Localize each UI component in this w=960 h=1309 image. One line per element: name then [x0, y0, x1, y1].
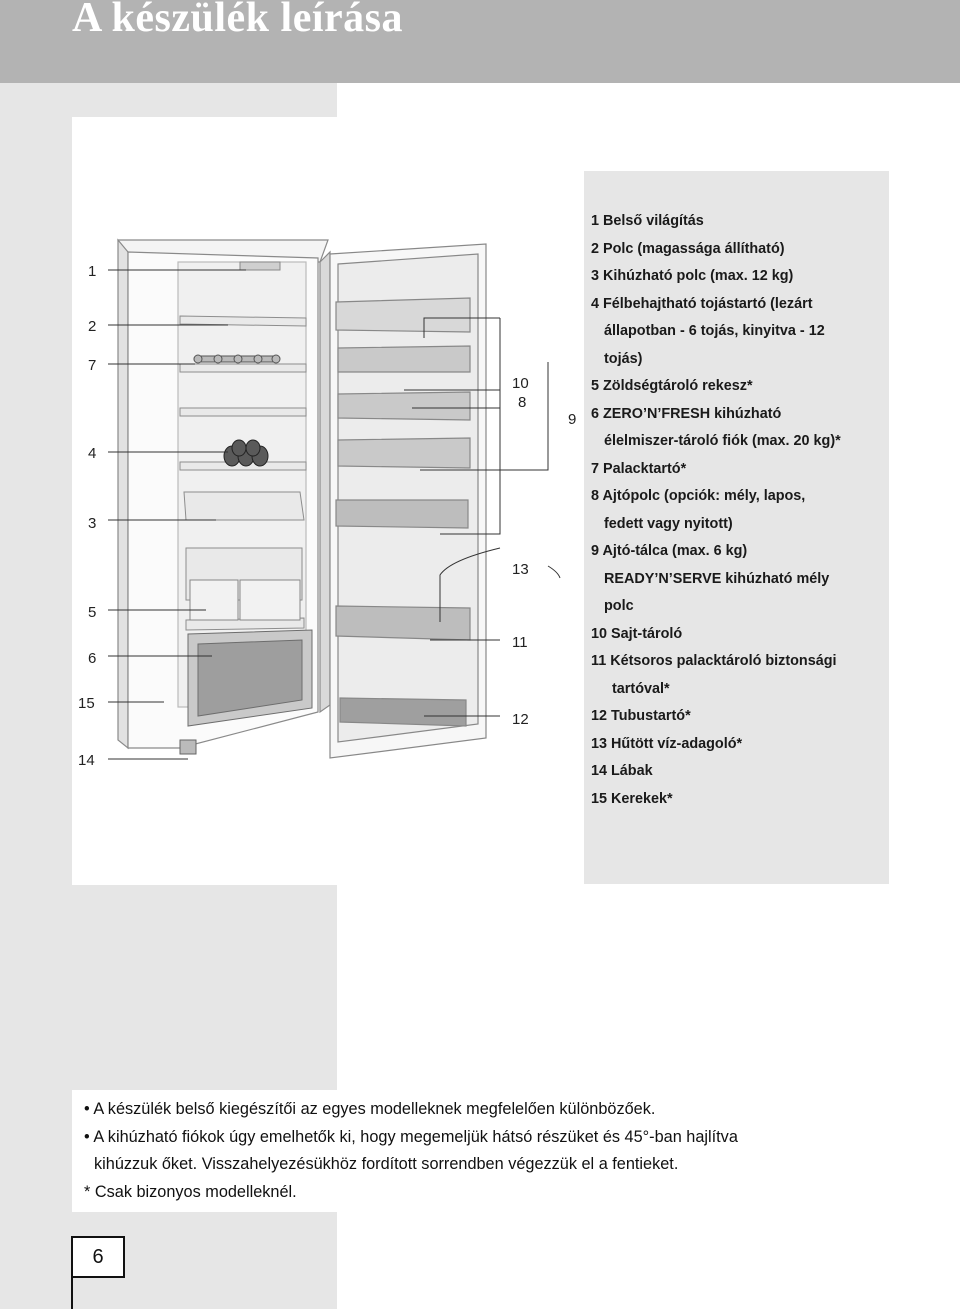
note-line: • A készülék belső kiegészítői az egyes modelleknek megfelelően különbözőek.	[84, 1100, 656, 1118]
legend-item: 8 Ajtópolc (opciók: mély, lapos,	[591, 488, 806, 504]
parts-legend	[591, 208, 841, 813]
legend-item-continuation: élelmiszer-tároló fiók (max. 20 kg)*	[604, 433, 841, 449]
legend-item: 14 Lábak	[591, 763, 653, 779]
legend-item-continuation: állapotban - 6 tojás, kinyitva - 12	[604, 323, 825, 339]
note-line: kihúzzuk őket. Visszahelyezésükhöz fordított sorrendben végezzük el a fentieket.	[94, 1155, 679, 1173]
legend-item: 2 Polc (magassága állítható)	[591, 240, 785, 257]
callout-2: 2	[88, 318, 97, 335]
legend-item-continuation: polc	[604, 598, 634, 614]
page-number-box	[71, 1236, 125, 1278]
callout-9: 9	[568, 411, 577, 428]
callout-7: 7	[88, 357, 97, 374]
page-rule	[71, 1274, 73, 1309]
callout-1: 1	[88, 263, 97, 280]
legend-item: 7 Palacktartó*	[591, 460, 687, 477]
note-footnote: * Csak bizonyos modelleknél.	[84, 1182, 297, 1201]
fridge-door	[330, 244, 486, 758]
legend-item: 10 Sajt-tároló	[591, 625, 683, 642]
legend-item: 9 Ajtó-tálca (max. 6 kg)	[591, 543, 748, 559]
feet	[180, 740, 196, 754]
fridge-illustration	[70, 225, 577, 785]
callout-6: 6	[88, 650, 97, 667]
callout-8: 8	[518, 394, 527, 411]
callout-14: 14	[78, 752, 95, 769]
callout-10: 10	[512, 375, 529, 392]
callout-5: 5	[88, 604, 97, 621]
legend-item: 13 Hűtött víz-adagoló*	[591, 735, 743, 752]
callout-3: 3	[88, 515, 97, 532]
page-number: 6	[92, 1246, 104, 1268]
legend-item: 6 ZERO’N’FRESH kihúzható	[591, 405, 782, 422]
legend-item: 15 Kerekek*	[591, 790, 673, 807]
crisper-drawers	[190, 580, 300, 620]
left-callouts	[78, 263, 96, 769]
legend-item-continuation: fedett vagy nyitott)	[604, 515, 733, 532]
legend-item: 3 Kihúzható polc (max. 12 kg)	[591, 268, 794, 284]
legend-item-continuation: tartóval*	[612, 680, 670, 697]
notes-block	[84, 1096, 738, 1206]
door-callouts	[512, 375, 576, 728]
legend-item-continuation: READY’N’SERVE kihúzható mély	[604, 570, 830, 587]
bottle-rack	[194, 355, 280, 363]
legend-item-continuation: tojás)	[604, 350, 643, 367]
page-title: A készülék leírása	[72, 0, 403, 41]
legend-item: 11 Kétsoros palacktároló biztonsági	[591, 653, 837, 669]
callout-13: 13	[512, 561, 529, 578]
legend-item: 5 Zöldségtároló rekesz*	[591, 378, 753, 394]
callout-12: 12	[512, 711, 529, 728]
callout-4: 4	[88, 445, 97, 462]
header-bar	[0, 0, 960, 83]
legend-item: 1 Belső világítás	[591, 213, 704, 229]
callout-15: 15	[78, 695, 95, 712]
legend-item: 12 Tubustartó*	[591, 708, 691, 724]
interior-light	[240, 262, 280, 270]
legend-item: 4 Félbehajtható tojástartó (lezárt	[591, 295, 813, 312]
callout-11: 11	[512, 634, 528, 651]
note-line: • A kihúzható fiókok úgy emelhetők ki, hogy megemeljük hátsó részüket és 45°-ban hajlítva	[84, 1127, 738, 1146]
